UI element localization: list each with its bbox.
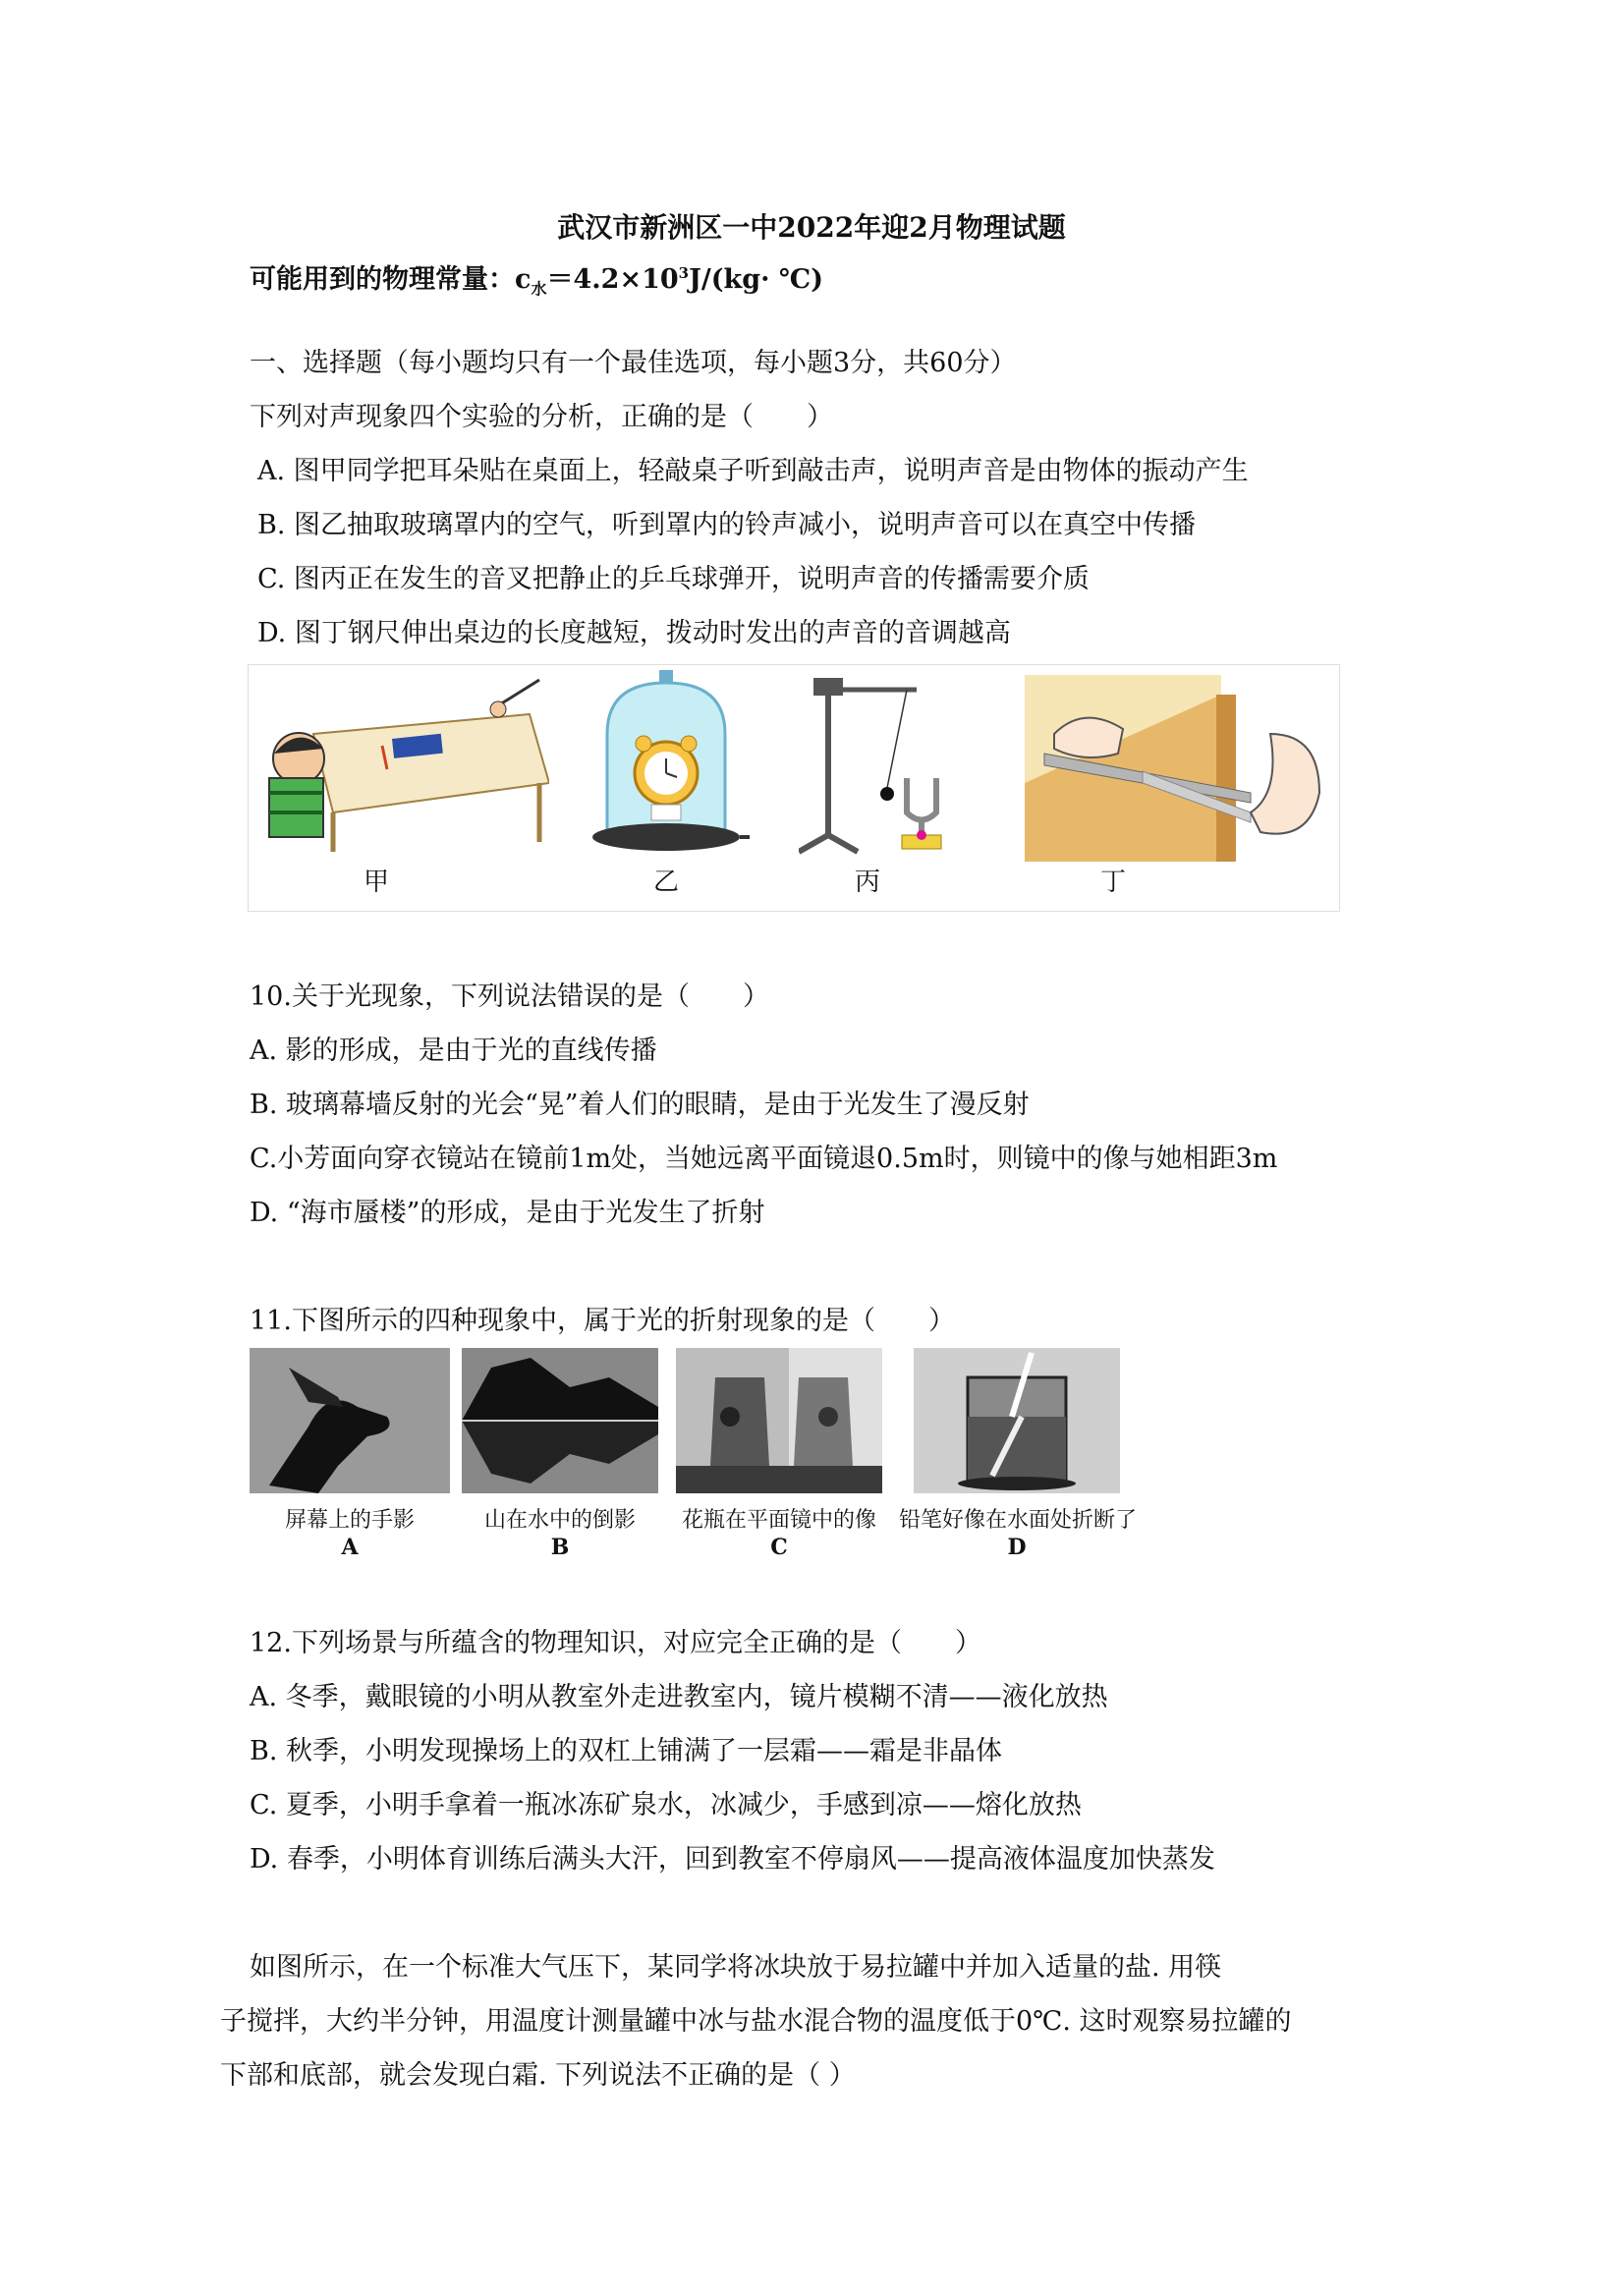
figure-jia-desk — [254, 675, 549, 852]
constant-exponent: 3 — [678, 264, 690, 282]
question-9-option-a: A. 图甲同学把耳朵贴在桌面上，轻敲桌子听到敲击声，说明声音是由物体的振动产生 — [257, 456, 1249, 486]
question-12-option-c: C. 夏季，小明手拿着一瓶冰冻矿泉水，冰减少，手感到凉——熔化放热 — [250, 1790, 1082, 1820]
question-9-option-d: D. 图丁钢尺伸出桌边的长度越短，拨动时发出的声音的音调越高 — [257, 618, 1011, 648]
figure-ding-label: 丁 — [1099, 868, 1126, 897]
figure-jia-label: 甲 — [363, 868, 389, 897]
figure-yi-bell-jar — [583, 665, 750, 862]
constant-unit: J/(kg· ℃) — [689, 264, 824, 295]
photo-b-letter: B — [550, 1535, 570, 1560]
photo-b-caption: 山在水中的倒影 — [483, 1508, 636, 1533]
photo-a-letter: A — [341, 1535, 359, 1560]
physics-constants — [250, 253, 823, 308]
photo-a-caption: 屏幕上的手影 — [284, 1508, 415, 1533]
question-12-stem: 12.下列场景与所蕴含的物理知识，对应完全正确的是（ ） — [250, 1628, 981, 1658]
constant-symbol: c — [515, 264, 532, 295]
question-10-option-a: A. 影的形成，是由于光的直线传播 — [250, 1036, 657, 1066]
constant-subscript: 水 — [531, 279, 547, 299]
question-9-stem: 下列对声现象四个实验的分析，正确的是（ ） — [250, 402, 833, 432]
section-heading: 一、选择题（每小题均只有一个最佳选项，每小题3分，共60分） — [250, 348, 1017, 378]
photo-d-caption: 铅笔好像在水面处折断了 — [899, 1508, 1138, 1533]
sound-experiments-figure — [248, 664, 1340, 912]
question-12-option-d: D. 春季，小明体育训练后满头大汗，回到教室不停扇风——提高液体温度加快蒸发 — [250, 1844, 1215, 1875]
constant-value: ＝4.2×10 — [546, 264, 679, 295]
question-13-line-1: 如图所示，在一个标准大气压下，某同学将冰块放于易拉罐中并加入适量的盐. 用筷 — [250, 1952, 1222, 1983]
photo-vase-mirror — [676, 1348, 882, 1493]
question-12-option-a: A. 冬季，戴眼镜的小明从教室外走进教室内，镜片模糊不清——液化放热 — [250, 1682, 1108, 1712]
figure-bing-label: 丙 — [854, 868, 880, 897]
question-12-option-b: B. 秋季，小明发现操场上的双杠上铺满了一层霜——霜是非晶体 — [250, 1736, 1003, 1766]
constants-label: 可能用到的物理常量： — [250, 264, 515, 295]
figure-yi-label: 乙 — [652, 868, 679, 897]
question-13-line-2: 子搅拌，大约半分钟，用温度计测量罐中冰与盐水混合物的温度低于0℃. 这时观察易拉罐的 — [220, 2006, 1292, 2037]
photo-d-letter: D — [1007, 1535, 1027, 1560]
question-10-stem: 10.关于光现象，下列说法错误的是（ ） — [250, 981, 769, 1012]
photo-mountain-reflection — [462, 1348, 658, 1493]
question-13-line-3: 下部和底部，就会发现白霜. 下列说法不正确的是（ ） — [220, 2060, 856, 2091]
page-title: 武汉市新洲区一中2022年迎2月物理试题 — [557, 211, 1066, 244]
photo-c-caption: 花瓶在平面镜中的像 — [681, 1508, 876, 1533]
figure-ding-ruler — [1025, 675, 1329, 862]
photo-pencil-water — [914, 1348, 1120, 1493]
figure-bing-tuning-fork — [799, 670, 946, 857]
question-9-option-c: C. 图丙正在发生的音叉把静止的乒乓球弹开，说明声音的传播需要介质 — [257, 564, 1090, 594]
question-10-option-b: B. 玻璃幕墙反射的光会“晃”着人们的眼睛，是由于光发生了漫反射 — [250, 1090, 1030, 1120]
photo-hand-shadow — [250, 1348, 450, 1493]
question-10-option-d: D. “海市蜃楼”的形成，是由于光发生了折射 — [250, 1198, 765, 1228]
photo-c-letter: C — [770, 1535, 788, 1560]
question-11-stem: 11.下图所示的四种现象中，属于光的折射现象的是（ ） — [250, 1306, 955, 1336]
question-10-option-c: C.小芳面向穿衣镜站在镜前1m处，当她远离平面镜退0.5m时，则镜中的像与她相距3m — [250, 1144, 1278, 1174]
question-9-option-b: B. 图乙抽取玻璃罩内的空气，听到罩内的铃声减小，说明声音可以在真空中传播 — [257, 510, 1197, 540]
